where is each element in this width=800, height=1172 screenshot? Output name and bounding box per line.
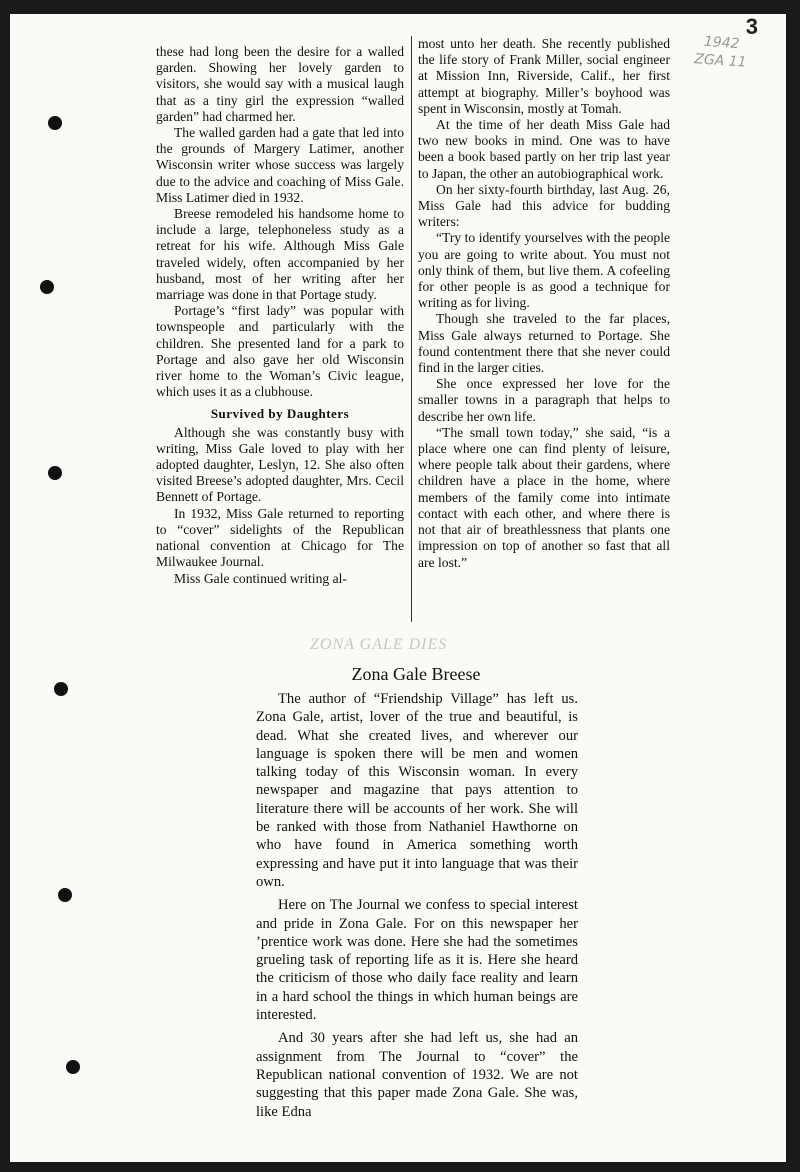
article-right-column bbox=[418, 36, 670, 571]
punch-hole-icon bbox=[48, 116, 62, 130]
article-paragraph: “The small town today,” she said, “is a place where one can find plenty of leisure, where people talk about their gardens, where children have a place in the home, where members of the family come into intimate contact with each other, and where there is not that air of breathlessness that plants one impression on top of another so fast that all are lost.” bbox=[418, 424, 670, 570]
article-left-column bbox=[156, 44, 404, 587]
article-paragraph: most unto her death. She recently published the life story of Frank Miller, social engineer at Mission Inn, Riverside, Calif., her first attempt at biography. Miller’s boyhood was spent in Wisconsin, mostly at Tomah. bbox=[418, 36, 670, 116]
article-paragraph: Breese remodeled his handsome home to include a large, telephoneless study as a retreat for his wife. Although Miss Gale traveled widely, often accompanied by her husband, most of her writing after her marriage was done in that Portage study. bbox=[156, 206, 404, 303]
article-paragraph: Portage’s “first lady” was popular with townspeople and particularly with the children. She presented land for a park to Portage and also gave her old Wisconsin river home to the Woman’s Civic league, which uses it as a clubhouse. bbox=[156, 303, 404, 400]
punch-hole-icon bbox=[58, 888, 72, 902]
article-paragraph: In 1932, Miss Gale returned to reporting to “cover” sidelights of the Republican national convention at Chicago for The Milwaukee Journal. bbox=[156, 505, 404, 570]
editorial-paragraph: Here on The Journal we confess to special interest and pride in Zona Gale. For on this newspaper her ’prentice work was done. Here she had the sometimes grueling task of reporting life as it is. Here she heard the criticism of those who daily face reality and learn in a hard school the things in which human beings are interested. bbox=[256, 897, 578, 1024]
clipping-sheet bbox=[10, 14, 786, 1162]
article-paragraph: these had long been the desire for a walled garden. Showing her lovely garden to visitors, she would say with a musical laugh that as a tiny girl the expression “walled garden” had charmed her. bbox=[156, 44, 404, 124]
punch-hole-icon bbox=[40, 280, 54, 294]
editorial-paragraph: The author of “Friendship Village” has left us. Zona Gale, artist, lover of the true and beautiful, is dead. What she created lives, and wherever our language is spoken there will be men and women talking today of this Wisconsin woman. In every newspaper and magazine that pays attention to literature there will be accounts of her work. She will be ranked with those from Nathaniel Hawthorne on who have found in America something worth expressing and have put it into language that was their own. bbox=[256, 691, 578, 890]
article-paragraph: “Try to identify yourselves with the people you are going to write about. You must not only think of them, but live them. A cofeeling for other people is as good a technique for writing as for living. bbox=[418, 230, 670, 311]
punch-hole-icon bbox=[48, 466, 62, 480]
article-paragraph: Although she was constantly busy with writing, Miss Gale loved to play with her adopted daughter, Leslyn, 12. She also often visited Breese’s adopted daughter, Mrs. Cecil Bennett of Portage. bbox=[156, 424, 404, 505]
article-paragraph: The walled garden had a gate that led into the grounds of Margery Latimer, another Wisconsin writer whose success was largely due to the advice and coaching of Miss Gale. Miss Latimer died in 1932. bbox=[156, 125, 404, 205]
punch-hole-icon bbox=[66, 1060, 80, 1074]
article-paragraph: Though she traveled to the far places, Miss Gale always returned to Portage. She found contentment there that she never could find in the larger cities. bbox=[418, 311, 670, 376]
column-divider bbox=[411, 36, 412, 622]
article-paragraph: Miss Gale continued writing al- bbox=[174, 570, 347, 586]
section-subhead: Survived by Daughters bbox=[210, 406, 350, 422]
punch-hole-icon bbox=[54, 682, 68, 696]
editorial-paragraph: And 30 years after she had left us, she had an assignment from The Journal to “cover” the Republican national convention of 1932. We are not suggesting that this paper made Zona Gale. She was, like Edna bbox=[256, 1030, 578, 1120]
article-paragraph: On her sixty-fourth birthday, last Aug. 26, Miss Gale had this advice for budding writers: bbox=[418, 181, 670, 230]
editorial-body bbox=[256, 690, 578, 1126]
article-paragraph: At the time of her death Miss Gale had two new books in mind. One was to have been a book based partly on her trip last year to Japan, the other an autobiographical work. bbox=[418, 117, 670, 181]
editorial-title: Zona Gale Breese bbox=[351, 664, 481, 684]
pencil-annotation: 1942 ZGA 11 bbox=[693, 33, 748, 71]
page-number: 3 bbox=[745, 14, 758, 39]
faded-headline: ZONA GALE DIES bbox=[310, 636, 448, 653]
article-paragraph: She once expressed her love for the smaller towns in a paragraph that helps to describe her own life. bbox=[418, 376, 670, 424]
